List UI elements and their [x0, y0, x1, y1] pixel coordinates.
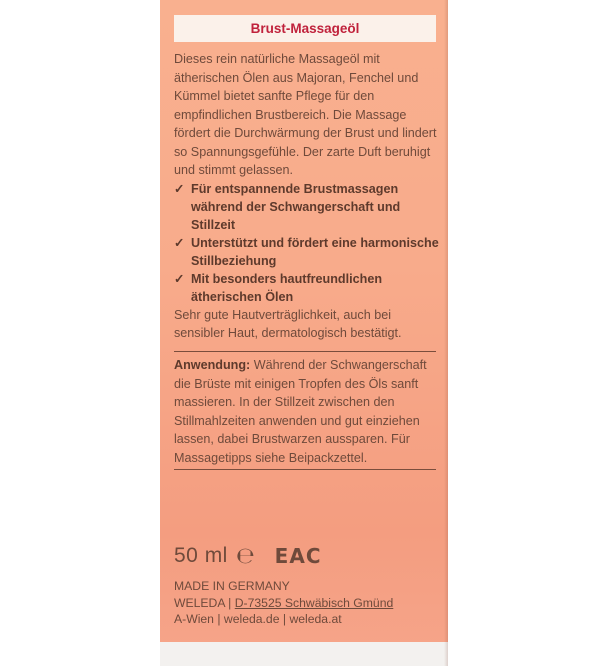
- brand-name: WELEDA: [174, 595, 225, 610]
- web-line: A-Wien | weleda.de | weleda.at: [174, 612, 342, 626]
- benefit-item: [174, 234, 440, 270]
- application-block: [174, 356, 440, 467]
- benefit-text: Unterstützt und fördert eine harmonische Stillbeziehung: [191, 235, 439, 268]
- check-icon: ✓: [174, 181, 185, 196]
- title-banner: [174, 15, 436, 42]
- check-icon: ✓: [174, 271, 185, 286]
- benefit-item: [174, 270, 440, 306]
- check-icon: ✓: [174, 235, 185, 250]
- website-de: weleda.de: [223, 612, 280, 626]
- city: A-Wien: [174, 612, 214, 626]
- application-label: Anwendung:: [174, 358, 251, 372]
- brand-address-line: WELEDA | D-73525 Schwäbisch Gmünd: [174, 595, 394, 610]
- benefit-list: [174, 180, 440, 306]
- estimated-sign-icon: ℮: [235, 543, 255, 569]
- benefit-text: Für entspannende Brustmassagen während der Schwangerschaft und Stillzeit: [191, 181, 401, 232]
- package-bottom-edge: [160, 642, 448, 666]
- tolerance-text: Sehr gute Hautverträglichkeit, auch bei sensibler Haut, dermatologisch bestätigt.: [174, 307, 402, 340]
- divider-top: [174, 351, 436, 352]
- eac-mark: EAC: [274, 544, 322, 568]
- application-text: Während der Schwangerschaft die Brüste mit einigen Tropfen des Öls sanft massieren. In der Stillzeit zwischen den Stillmahlzeiten anwenden und gut einziehen lassen, dabei Brustwarzen aussparen. Für Massagetipps siehe Beipackzettel.: [174, 358, 427, 465]
- package-edge-shade: [444, 0, 448, 666]
- description-block: [174, 50, 440, 343]
- benefit-item: [174, 180, 440, 234]
- made-in: MADE IN GERMANY: [174, 579, 290, 593]
- address: D-73525 Schwäbisch Gmünd: [234, 595, 394, 610]
- product-package: [160, 0, 448, 666]
- volume-label: 50 ml: [174, 544, 228, 567]
- website-at: weleda.at: [289, 612, 342, 626]
- product-title: Brust-Massageöl: [250, 21, 360, 36]
- benefit-text: Mit besonders hautfreundlichen ätherischen Ölen: [191, 271, 383, 304]
- volume-row: [174, 543, 322, 569]
- divider-bottom: [174, 469, 436, 470]
- footer-info: [174, 578, 444, 628]
- intro-text: Dieses rein natürliche Massageöl mit ätherischen Ölen aus Majoran, Fenchel und Kümmel bietet sanfte Pflege für den empfindlichen Brustbereich. Die Massage fördert die Durchwärmung der Brust und lindert so Spannungsgefühle. Der zarte Duft beruhigt und stimmt gelassen.: [174, 52, 437, 177]
